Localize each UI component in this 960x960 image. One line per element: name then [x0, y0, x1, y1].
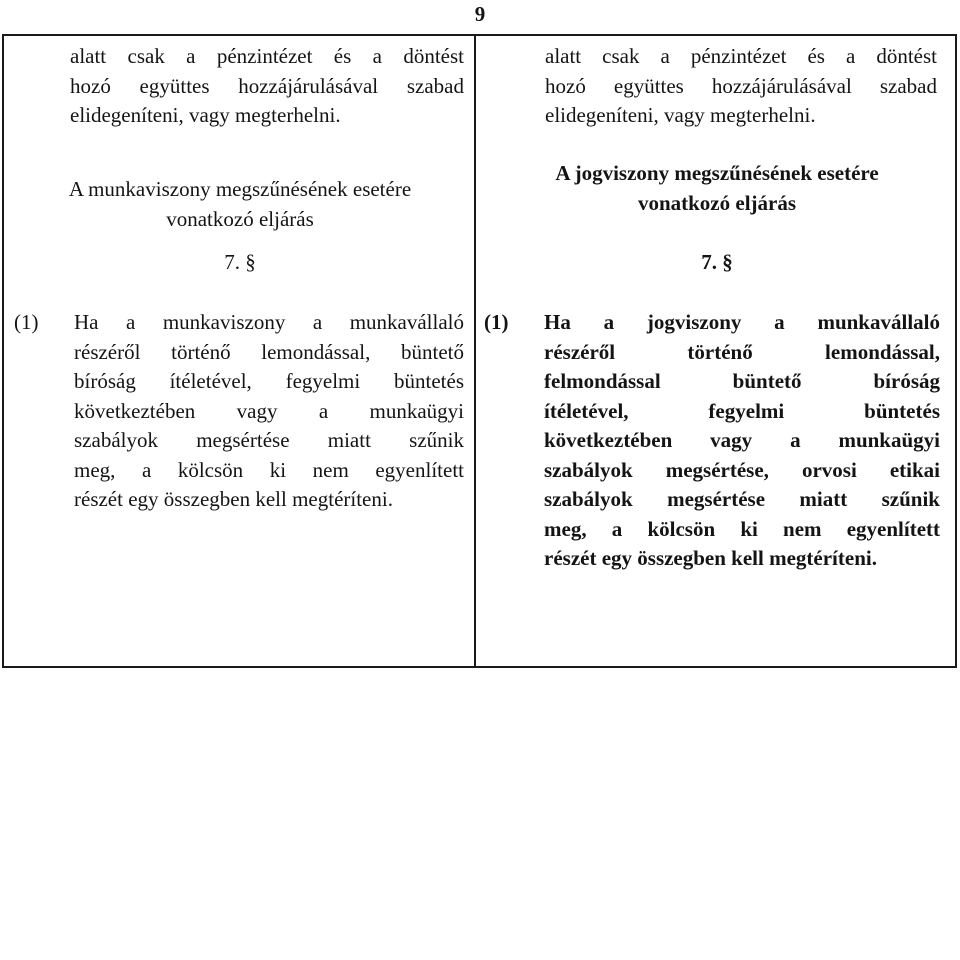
right-section-number: 7. § [701, 250, 733, 274]
right-paragraph-line: felmondással büntető bíróság [544, 369, 940, 393]
right-intro-line: hozó együttes hozzájárulásával szabad [545, 73, 937, 98]
left-paragraph-line: bíróság ítéletével, fegyelmi büntetés [74, 369, 464, 393]
left-section-heading [4, 175, 476, 234]
right-paragraph-number: (1) [484, 310, 509, 334]
left-intro-text [70, 42, 464, 131]
right-section-heading [476, 159, 958, 218]
right-intro-line: alatt csak a pénzintézet és a döntést [545, 44, 937, 68]
left-section-number: 7. § [224, 250, 256, 274]
left-paragraph-line: meg, a kölcsön ki nem egyenlített [74, 457, 464, 482]
left-paragraph-line: következtében vagy a munkaügyi [74, 398, 464, 423]
left-intro-line: hozó együttes hozzájárulásával szabad [70, 73, 464, 98]
right-paragraph-line: részét egy összegben kell megtéríteni. [544, 546, 877, 570]
right-paragraph-line: szabályok megsértése miatt szűnik [544, 487, 940, 511]
left-paragraph-line: részéről történő lemondással, büntető [74, 339, 464, 364]
left-column [4, 36, 476, 666]
right-paragraph-line: következtében vagy a munkaügyi [544, 428, 940, 452]
left-paragraph-text [74, 308, 464, 515]
right-paragraph-line: Ha a jogviszony a munkavállaló [544, 310, 940, 334]
comparison-table [2, 34, 957, 668]
right-heading-line: A jogviszony megszűnésének esetére [555, 161, 879, 185]
left-intro-line: elidegeníteni, vagy megterhelni. [70, 103, 341, 127]
left-heading-line: vonatkozó eljárás [166, 206, 314, 231]
right-paragraph-line: ítéletével, fegyelmi büntetés [544, 398, 940, 423]
right-column [476, 36, 955, 666]
left-paragraph-number: (1) [14, 310, 39, 334]
right-intro-text [545, 42, 937, 131]
right-paragraph-text [544, 308, 940, 574]
left-paragraph-line: Ha a munkaviszony a munkavállaló [74, 310, 464, 334]
left-paragraph-line: szabályok megsértése miatt szűnik [74, 428, 464, 452]
left-intro-line: alatt csak a pénzintézet és a döntést [70, 44, 464, 68]
right-paragraph-line: szabályok megsértése, orvosi etikai [544, 457, 940, 482]
left-heading-line: A munkaviszony megszűnésének esetére [68, 177, 412, 201]
right-paragraph-line: részéről történő lemondással, [544, 339, 940, 364]
page-number: 9 [474, 2, 486, 26]
right-paragraph-line: meg, a kölcsön ki nem egyenlített [544, 516, 940, 541]
left-paragraph-line: részét egy összegben kell megtéríteni. [74, 487, 393, 511]
right-intro-line: elidegeníteni, vagy megterhelni. [545, 103, 816, 127]
right-heading-line: vonatkozó eljárás [637, 190, 797, 215]
